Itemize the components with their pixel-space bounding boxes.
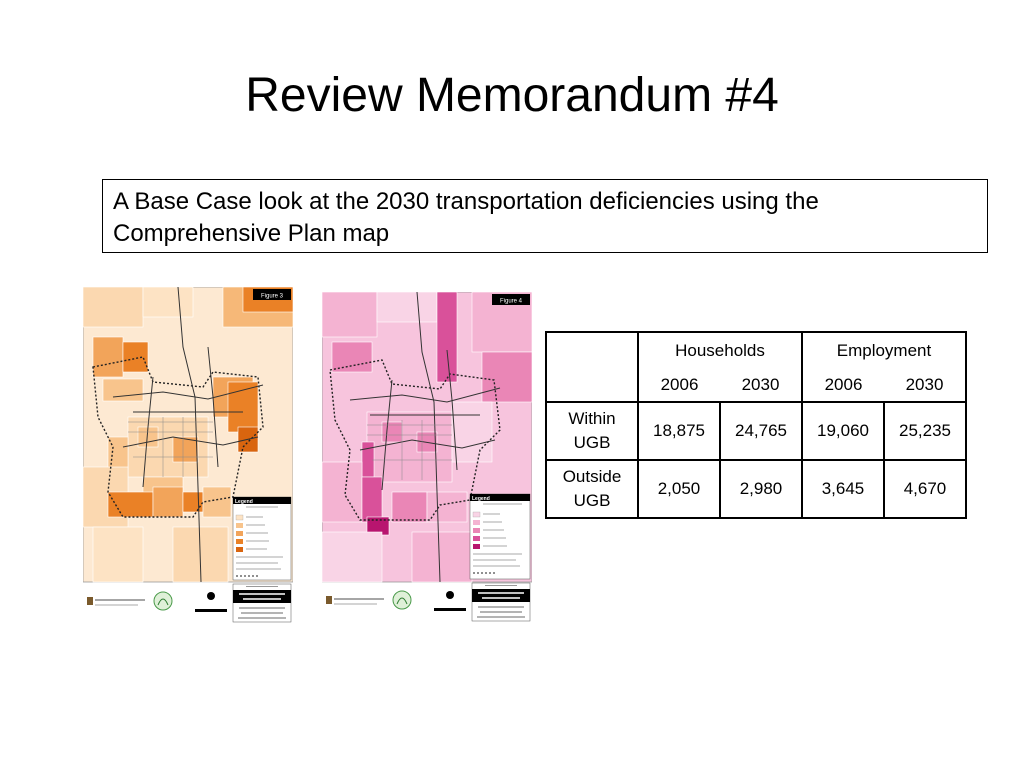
table-cell: 18,875 [638,402,720,460]
row-label-line: UGB [573,433,611,452]
year-header: 2030 [741,375,780,394]
legend-title: Legend [472,496,490,502]
figure-label: Figure 4 [499,298,523,305]
legend-title: Legend [235,499,253,505]
table-cell: 24,765 [720,402,802,460]
table-cell: 3,645 [802,460,884,518]
map-legend [233,497,291,580]
row-label-line: Within [568,409,616,428]
figure-label: Figure 3 [260,293,284,300]
callout-text-box: A Base Case look at the 2030 transportation deficiencies using the Comprehensive Plan map [102,179,988,253]
map-legend [470,494,530,579]
table-row [546,402,966,460]
corner-cell [546,332,638,402]
year-header: 2030 [905,375,944,394]
title-block [83,584,291,622]
table-row [546,460,966,518]
household-growth-map-graphic [83,287,293,623]
year-header: 2006 [638,369,720,402]
growth-summary-table [545,331,967,519]
household-growth-map [83,287,293,623]
employment-growth-map-graphic [322,292,532,622]
row-label-line: Outside [562,467,622,486]
households-header: Households [638,332,802,369]
title-block [322,583,530,621]
row-label [546,402,638,460]
employment-growth-map [322,292,532,622]
slide-title: Review Memorandum #4 [245,69,779,122]
table-cell: 2,980 [720,460,802,518]
row-label [546,460,638,518]
table-cell: 4,670 [884,460,966,518]
table-cell: 19,060 [802,402,884,460]
employment-header: Employment [802,332,966,369]
table-cell: 2,050 [638,460,720,518]
table-cell: 25,235 [884,402,966,460]
year-header: 2006 [802,369,884,402]
row-label-line: UGB [573,491,611,510]
